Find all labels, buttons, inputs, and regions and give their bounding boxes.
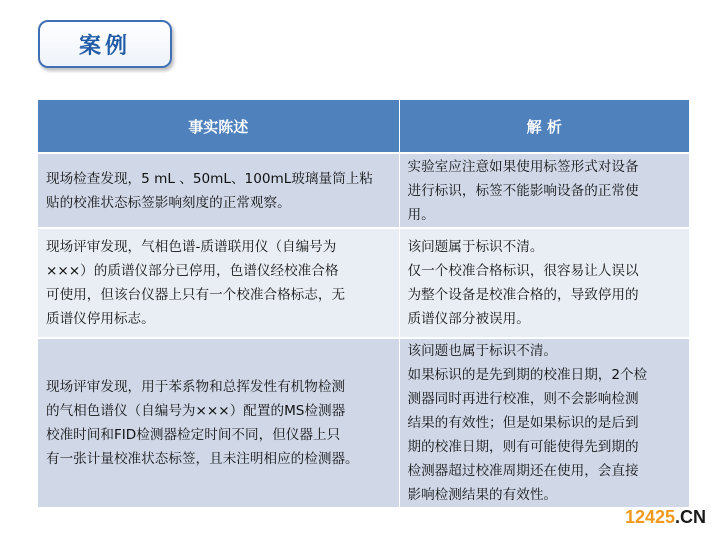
text-line: 检测器超过校准周期还在使用，会直接 bbox=[407, 463, 639, 479]
text-line: 质谱仪部分被误用。 bbox=[407, 311, 530, 327]
text-line: 测器同时再进行校准，则不会影响检测 bbox=[407, 391, 639, 407]
text-line: 结果的有效性；但是如果标识的是后到 bbox=[407, 415, 639, 431]
text-line: 用。 bbox=[407, 206, 435, 223]
text-line: 的气相色谱仪（自编号为×××）配置的MS检测器 bbox=[46, 403, 346, 419]
table-row bbox=[38, 153, 689, 228]
analysis-cell bbox=[399, 228, 689, 338]
text-line: 校准时间和FID检测器检定时间不同，但仪器上只 bbox=[46, 427, 341, 443]
table-header-row bbox=[38, 100, 689, 153]
text-line: 现场评审发现，气相色谱-质谱联用仪（自编号为 bbox=[46, 239, 337, 255]
text-line: 贴的校准状态标签影响刻度的正常观察。 bbox=[46, 194, 291, 211]
header-analysis: 解 析 bbox=[399, 100, 689, 153]
text-line: 进行标识，标签不能影响设备的正常使 bbox=[407, 182, 639, 199]
watermark bbox=[625, 507, 706, 528]
case-table bbox=[38, 100, 689, 507]
text-line: 有一张计量校准状态标签，且未注明相应的检测器。 bbox=[46, 451, 359, 467]
text-line: 仅一个校准合格标识，很容易让人误以 bbox=[407, 263, 639, 279]
fact-cell bbox=[38, 153, 399, 228]
text-line: 现场评审发现，用于苯系物和总挥发性有机物检测 bbox=[46, 379, 346, 395]
text-line: 实验室应注意如果使用标签形式对设备 bbox=[407, 158, 639, 175]
table-row bbox=[38, 338, 689, 507]
text-line: 质谱仪停用标志。 bbox=[46, 311, 155, 327]
text-line: 影响检测结果的有效性。 bbox=[407, 487, 558, 503]
analysis-cell bbox=[399, 153, 689, 228]
table-row bbox=[38, 228, 689, 338]
watermark-number: 12425 bbox=[624, 507, 675, 527]
text-line: 该问题属于标识不清。 bbox=[407, 239, 544, 255]
title-box bbox=[38, 20, 172, 68]
text-line: 如果标识的是先到期的校准日期，2个检 bbox=[407, 367, 648, 383]
fact-cell bbox=[38, 228, 399, 338]
header-facts: 事实陈述 bbox=[38, 100, 399, 153]
text-line: 期的校准日期，则有可能使得先到期的 bbox=[407, 439, 639, 455]
text-line: ×××）的质谱仪部分已停用，色谱仪经校准合格 bbox=[46, 263, 339, 279]
text-line: 该问题也属于标识不清。 bbox=[407, 343, 558, 359]
text-line: 现场检查发现，5 mL 、50mL、100mL玻璃量筒上粘 bbox=[46, 170, 373, 187]
text-line: 可使用，但该台仪器上只有一个校准合格标志，无 bbox=[46, 287, 346, 303]
fact-cell bbox=[38, 338, 399, 507]
page-title: 案例 bbox=[78, 33, 131, 59]
watermark-domain: .CN bbox=[675, 507, 706, 527]
text-line: 为整个设备是校准合格的，导致停用的 bbox=[407, 287, 639, 303]
analysis-cell bbox=[399, 338, 689, 507]
